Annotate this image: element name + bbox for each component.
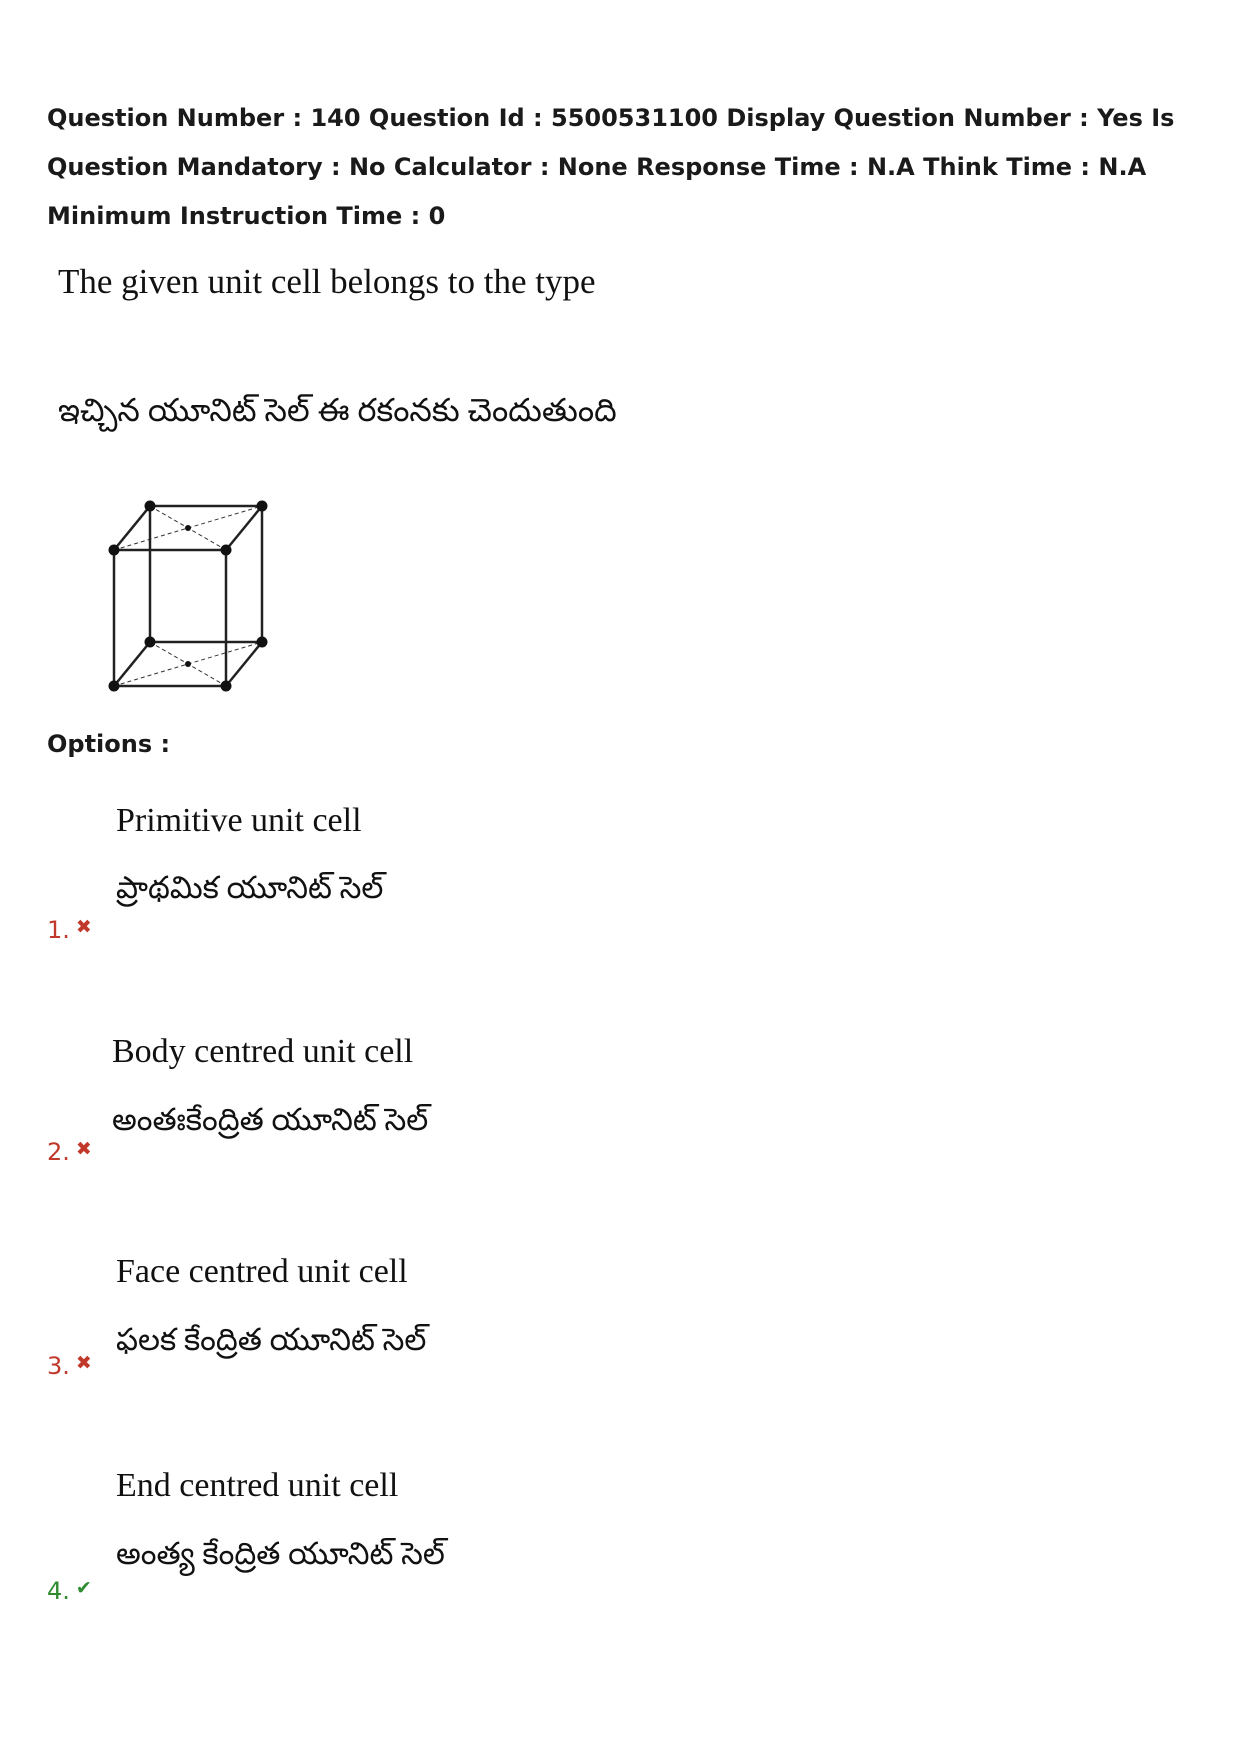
cross-icon: ✖ [75,1352,92,1374]
option-3-english: Face centred unit cell [116,1253,408,1290]
option-4-telugu: అంత్య కేంద్రిత యూనిట్ సెల్ [116,1536,445,1571]
options-heading: Options : [47,730,171,758]
option-2-telugu: అంతఃకేంద్రిత యూనిట్ సెల్ [112,1102,429,1137]
end-centred-cube-diagram [100,490,280,700]
question-meta: Question Number : 140 Question Id : 5500531100 Display Question Number : Yes Is Question Mandatory : No Calculator : None Response Time : N.A Think Time : N.A Minimum Instruction Time : 0 [47,104,1175,230]
bottom-face-centre-point [185,661,191,667]
option-4-number: 4. [47,1577,70,1605]
cube-edges [114,506,262,686]
option-2-number: 2. [47,1138,70,1166]
question-text-english: The given unit cell belongs to the type [58,262,596,301]
option-1-english: Primitive unit cell [116,802,362,839]
option-3-number: 3. [47,1352,70,1380]
top-face-centre-point [185,525,191,531]
cross-icon: ✖ [75,1138,92,1160]
option-2-english: Body centred unit cell [112,1033,414,1070]
question-text-telugu: ఇచ్చిన యూనిట్ సెల్ ఈ రకంనకు చెందుతుంది [58,392,617,428]
cross-icon: ✖ [75,916,92,938]
option-1-indicator [47,916,92,944]
option-1-number: 1. [47,916,70,944]
option-2-indicator [47,1138,92,1166]
option-4-indicator [47,1577,92,1605]
option-4-english: End centred unit cell [116,1467,399,1504]
option-3-indicator [47,1352,92,1380]
unit-cell-figure [100,490,280,705]
option-1-telugu: ప్రాథమిక యూనిట్ సెల్ [116,870,384,905]
option-3-telugu: ఫలక కేంద్రిత యూనిట్ సెల్ [116,1322,427,1357]
check-icon: ✔ [75,1577,92,1599]
